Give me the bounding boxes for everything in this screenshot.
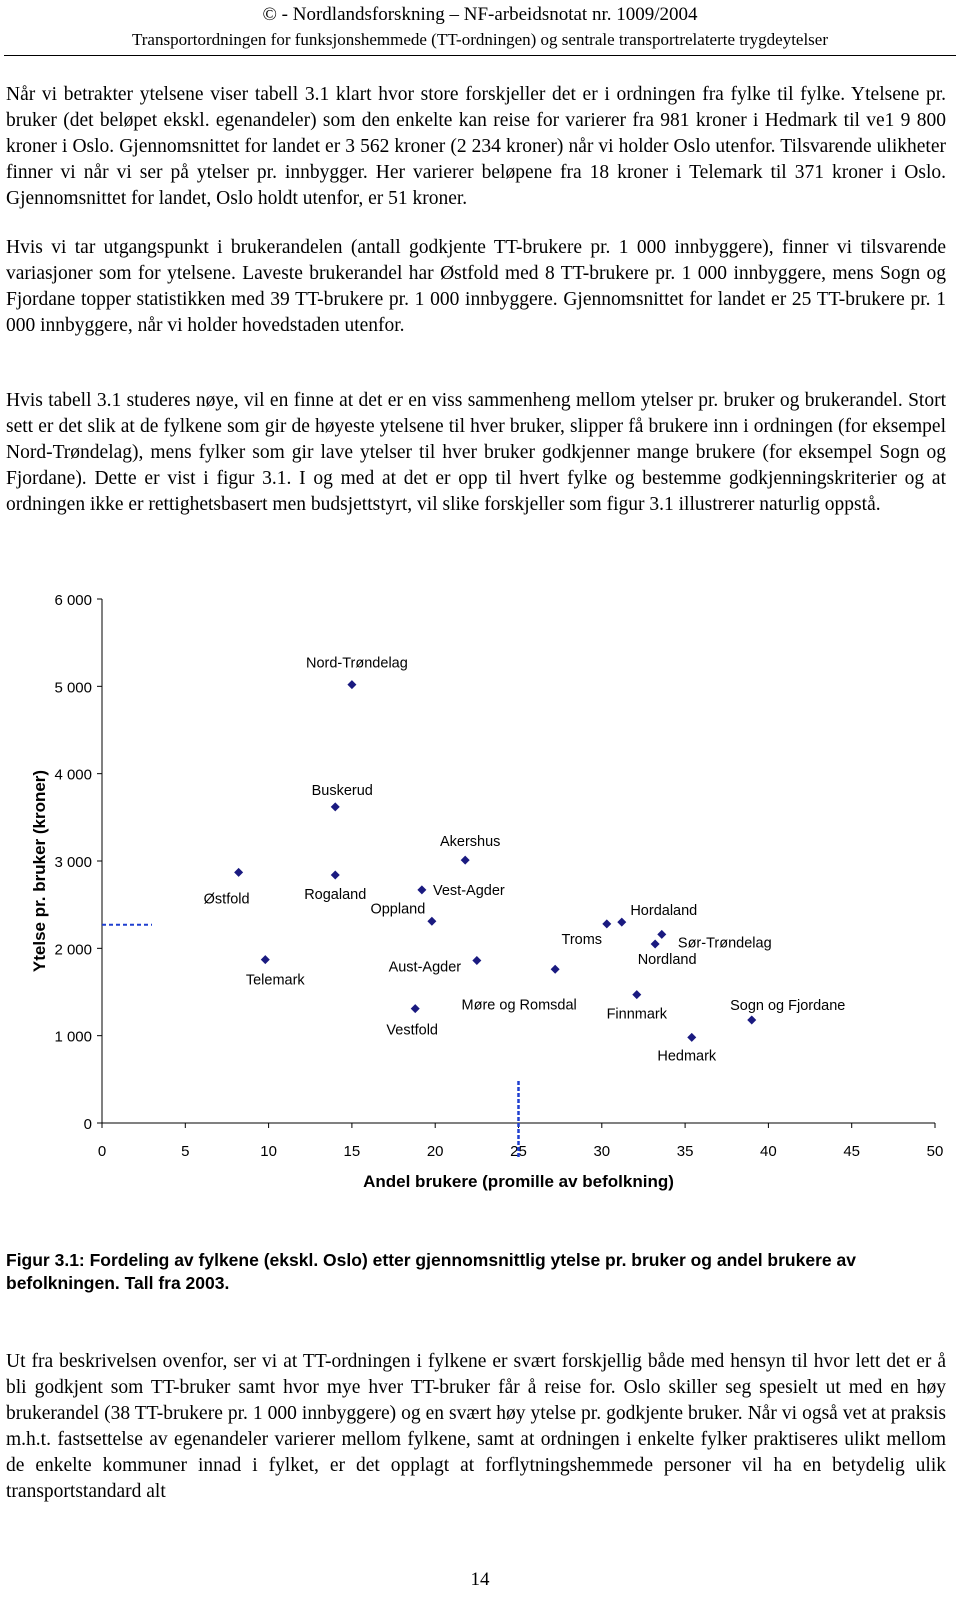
data-point-label: Hordaland (630, 903, 698, 920)
y-tick-label: 2 000 (54, 941, 92, 959)
data-point-marker (472, 956, 481, 965)
x-tick-label: 10 (260, 1143, 277, 1160)
y-tick-label: 1 000 (54, 1028, 92, 1046)
data-point-marker (461, 856, 470, 865)
y-tick-label: 0 (83, 1116, 92, 1133)
data-point-marker (417, 885, 426, 894)
header-copyright-line: © - Nordlandsforskning – NF-arbeidsnotat nr. 1009/2004 (262, 4, 698, 25)
x-tick-label: 0 (97, 1143, 107, 1160)
paragraph-sammenheng: Hvis tabell 3.1 studeres nøye, vil en finne at det er en viss sammenheng mellom ytelser pr. bruker og brukerandel. Stort sett er det slik at de fylkene som gir de høyeste ytelsene til hver bruker, slipper få brukere inn i ordningen (for eksempel Nord-Trøndelag), mens fylker som gir lave ytelser til hver bruker godkjenner mange brukere (for eksempel Sogn og Fjordane). Dette er vist i figur 3.1. I og med at det er opp til hvert fylke og bestemme godkjenningskriterier og at ordningen ikke er rettighetsbasert men budsjettstyrt, vil slike forskjeller som figur 3.1 illustrerer naturlig oppstå. (6, 390, 946, 515)
scatter-chart (0, 575, 960, 1215)
paragraph-oppsummering: Ut fra beskrivelsen ovenfor, ser vi at TT-ordningen i fylkene er svært forskjellig både med hensyn til hvor lett det er å bli godkjent som TT-bruker samt hvor mye hver TT-bruker får å reise for. Oslo skiller seg spesielt ut med en høy brukerandel (38 TT-brukere pr. 1 000 innbyggere) og en svært høy ytelse pr. godkjente bruker. Når vi også vet at praksis m.h.t. fastsettelse av egenandeler varierer mellom fylkene, samt at ordningen i enkelte fylker praktiseres ulikt mellom de enkelte kommuner innad i fylket, er det opplagt at forflytningshemmede personer vil ha en betydelig ulik transportstandard alt (6, 1351, 946, 1502)
data-point-label: Aust-Agder (388, 959, 462, 976)
page-number: 14 (470, 1569, 490, 1590)
paragraph-ytelser: Når vi betrakter ytelsene viser tabell 3.1 klart hvor store forskjeller det er i ordningen fra fylke til fylke. Ytelsene pr. bruker (det beløpet ekskl. egenandeler) som den enkelte kan reise for varierer fra 981 kroner i Hedmark til ve1 9 800 kroner i Oslo. Gjennomsnittet for landet er 3 562 kroner (2 234 kroner) når vi holder Oslo utenfor. Tilsvarende ulikheter finner vi når vi ser på ytelser pr. innbygger. Her varierer beløpene fra 18 kroner i Telemark til 371 kroner i Oslo. Gjennomsnittet for landet, Oslo holdt utenfor, er 51 kroner. (6, 84, 946, 209)
x-tick-label: 40 (760, 1143, 777, 1160)
data-point-marker (632, 990, 641, 999)
data-point-label: Buskerud (311, 782, 373, 799)
data-point-label: Østfold (203, 891, 250, 908)
x-axis-label: Andel brukere (promille av befolkning) (363, 1172, 674, 1191)
data-point-label: Rogaland (304, 886, 367, 903)
x-tick-label: 45 (843, 1143, 861, 1160)
x-tick-label: 25 (510, 1143, 527, 1160)
data-point-label: Nordland (637, 951, 697, 968)
paragraph-brukerandel: Hvis vi tar utgangspunkt i brukerandelen (antall godkjente TT-brukere pr. 1 000 innbyggere), finner vi tilsvarende variasjoner som for ytelsene. Laveste brukerandel har Østfold med 8 TT-brukere pr. 1 000 innbyggere, mens Sogn og Fjordane topper statistikken med 39 TT-brukere pr. 1 000 innbyggere. Gjennomsnittet for landet er 25 TT-brukere pr. 1 000 innbyggere, når vi holder hovedstaden utenfor. (6, 237, 946, 336)
data-point-marker (261, 955, 270, 964)
x-tick-label: 50 (926, 1143, 944, 1160)
data-point-marker (651, 939, 660, 948)
y-tick-label: 3 000 (54, 854, 92, 871)
header-title-line: Transportordningen for funksjonshemmede (TT-ordningen) og sentrale transportrelaterte trygdeytelser (131, 30, 829, 49)
data-point-label: Akershus (439, 834, 501, 851)
data-point-marker (234, 868, 243, 877)
data-point-label: Vest-Agder (432, 882, 505, 899)
x-ticks (98, 1123, 944, 1160)
y-tick-label: 6 000 (54, 592, 92, 609)
data-point-marker (747, 1015, 756, 1024)
y-tick-label: 5 000 (54, 679, 92, 697)
x-tick-label: 20 (426, 1143, 444, 1160)
data-point-label: Hedmark (657, 1048, 717, 1065)
data-point-label: Oppland (370, 901, 426, 918)
data-point-marker (617, 918, 626, 927)
data-point-marker (687, 1033, 696, 1042)
data-points (204, 656, 846, 1065)
data-point-label: Finnmark (606, 1006, 668, 1023)
data-point-label: Sogn og Fjordane (730, 997, 846, 1014)
data-point-marker (331, 870, 340, 879)
y-axis-label: Ytelse pr. bruker (kroner) (30, 769, 49, 973)
x-tick-label: 15 (343, 1143, 361, 1160)
x-tick-label: 35 (676, 1143, 694, 1160)
header-divider (4, 55, 956, 56)
data-point-marker (411, 1004, 420, 1013)
data-point-label: Vestfold (386, 1022, 439, 1039)
y-ticks (54, 592, 102, 1133)
data-point-label: Troms (561, 931, 603, 948)
data-point-marker (657, 930, 666, 939)
figure-caption: Figur 3.1: Fordeling av fylkene (ekskl. Oslo) etter gjennomsnittlig ytelse pr. bruker og andel brukere av befolkningen. Tall fra 2003. (6, 1250, 856, 1293)
data-point-label: Møre og Romsdal (461, 997, 577, 1014)
y-tick-label: 4 000 (54, 766, 92, 784)
data-point-label: Sør-Trøndelag (677, 935, 772, 952)
data-point-marker (602, 919, 611, 928)
data-point-marker (551, 965, 560, 974)
data-point-marker (347, 680, 356, 689)
data-point-marker (427, 917, 436, 926)
data-point-marker (331, 802, 340, 811)
x-tick-label: 5 (181, 1143, 190, 1160)
running-header (0, 2, 960, 52)
data-point-label: Nord-Trøndelag (305, 655, 408, 672)
data-point-label: Telemark (245, 972, 305, 989)
x-tick-label: 30 (593, 1143, 611, 1160)
